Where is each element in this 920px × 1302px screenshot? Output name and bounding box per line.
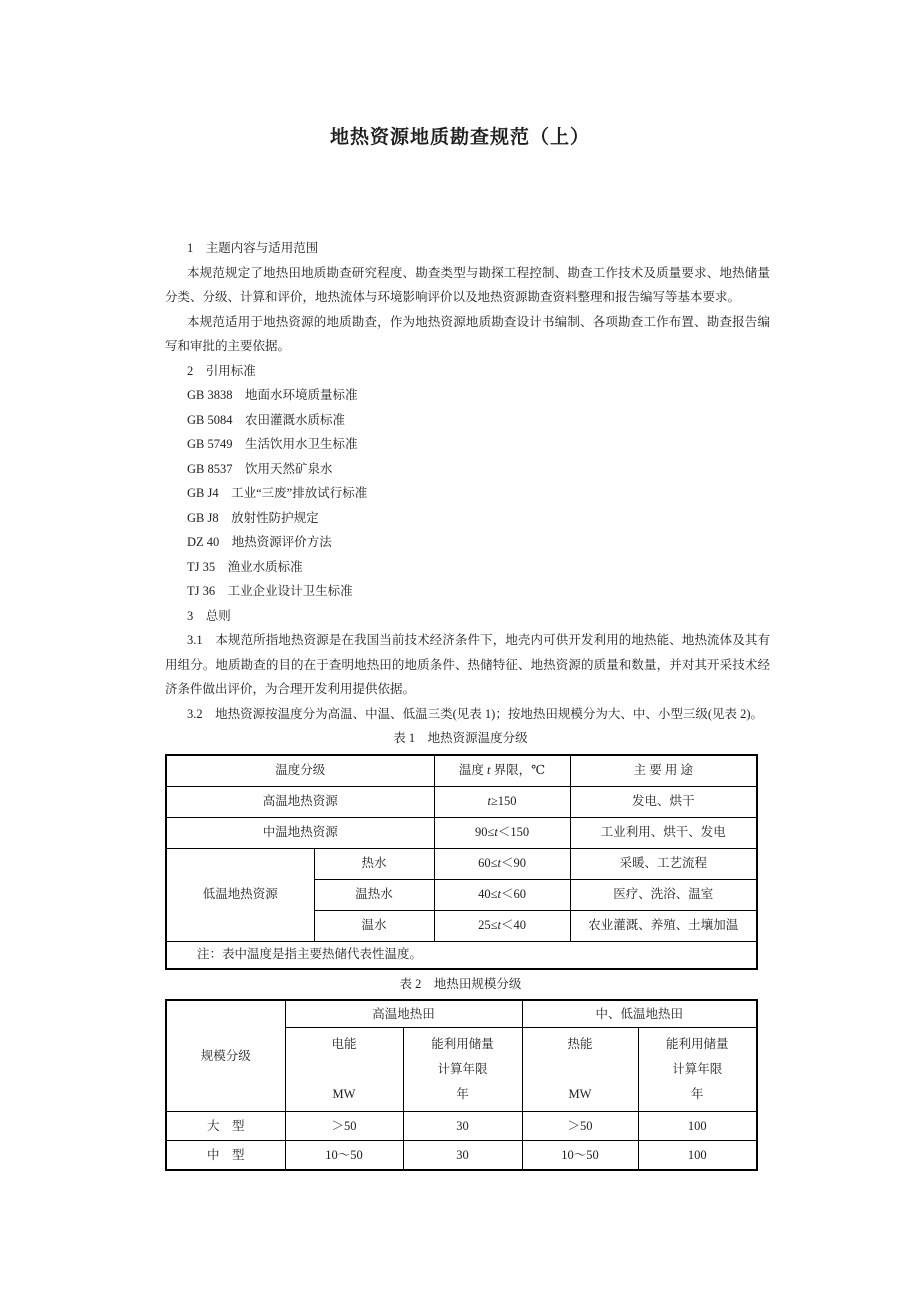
cell-low-use: 医疗、洗浴、温室 [570,879,757,910]
cell-high-use: 发电、烘干 [570,786,757,817]
t2-sub-power [285,1028,403,1112]
table1-caption: 表 1 地热资源温度分级 [393,731,528,745]
header-text: 界限，℃ [490,763,546,778]
cell-text: ＜60 [500,887,526,902]
variable-t: t [497,856,501,871]
sub-header-line: 能利用储量 [666,1037,729,1051]
cell-text: ≥150 [490,794,517,809]
cell-value: 100 [638,1141,757,1171]
page-title: 地热资源地质勘查规范（上） [329,127,590,148]
header-text: 温度 [458,763,488,778]
table-row [166,817,757,848]
cell-text: 40≤ [478,887,498,902]
section-heading-1: 1 主题内容与适用范围 [187,241,319,255]
cell-low-type: 温热水 [314,879,434,910]
variable-t: t [494,825,498,840]
sub-header-line: 电能 [331,1037,357,1051]
standard-item: TJ 36 工业企业设计卫生标准 [187,584,353,598]
t2-sub-reserve-midlow [638,1028,757,1112]
cell-text: 25≤ [478,918,498,933]
sub-header-line: 计算年限 [672,1062,723,1076]
t1-header-class: 温度分级 [166,755,434,787]
sub-header-line [286,1057,403,1082]
sub-header-unit: 年 [456,1087,469,1101]
sub-header-line: 计算年限 [437,1062,488,1076]
paragraph-3-2: 3.2 地热资源按温度分为高温、中温、低温三类(见表 1)；按地热田规模分为大、中、小型三级(见表 2)。 [187,706,764,721]
table-row [166,1000,757,1028]
cell-text: 90≤ [474,825,495,840]
cell-mid-label: 中温地热资源 [166,817,434,848]
sub-header-unit: 年 [691,1087,704,1101]
cell-value: ＞50 [522,1112,638,1141]
cell-text: ＜40 [500,918,526,933]
cell-low-type: 温水 [314,910,434,941]
table-row [166,941,757,969]
sub-header-line: 能利用储量 [431,1037,494,1051]
t2-corner: 规模分级 [166,1000,285,1112]
cell-value: 100 [638,1112,757,1141]
cell-text: 60≤ [478,856,498,871]
t2-group-high: 高温地热田 [285,1000,522,1028]
sub-header-unit: MW [568,1087,592,1101]
cell-low-label: 低温地热资源 [166,848,314,941]
table-row [166,1141,757,1171]
cell-mid-limit [434,817,570,848]
cell-text: ＜90 [500,856,526,871]
temperature-classification-table [165,754,758,970]
t2-sub-heat [522,1028,638,1112]
standard-item: GB J4 工业“三废”排放试行标准 [187,486,368,500]
standard-item: TJ 35 渔业水质标准 [187,559,303,574]
standard-item: DZ 40 地热资源评价方法 [187,535,332,549]
standard-item: GB 5749 生活饮用水卫生标准 [187,437,358,451]
paragraph-scope: 本规范规定了地热田地质勘查研究程度、勘查类型与勘探工程控制、勘查工作技术及质量要求、地热储量分类、分级、计算和评价，地热流体与环境影响评价以及地热资源勘查资料整理和报告编写等基本要求。 [165,265,770,304]
t2-group-midlow: 中、低温地热田 [522,1000,757,1028]
sub-header-line [523,1057,638,1082]
table-row [166,848,757,879]
cell-low-limit [434,848,570,879]
document-body [165,236,770,1173]
cell-scale-label: 中 型 [166,1141,285,1171]
cell-low-use: 采暖、工艺流程 [570,848,757,879]
cell-low-use: 农业灌溉、养殖、土壤加温 [570,910,757,941]
standard-item: GB 5084 农田灌溉水质标准 [187,412,345,427]
table-row [166,1112,757,1141]
variable-t: t [487,794,491,809]
t1-header-limit [434,755,570,787]
cell-low-limit [434,910,570,941]
variable-t: t [497,887,501,902]
table-row [166,786,757,817]
paragraph-3-1: 3.1 本规范所指地热资源是在我国当前技术经济条件下，地壳内可供开发利用的地热能、地热流体及其有用组分。地质勘查的目的在于查明地热田的地质条件、热储特征、地热资源的质量和数量，并对其开采技术经济条件做出评价，为合理开发利用提供依据。 [165,633,770,696]
section-heading-2: 2 引用标准 [187,363,256,378]
cell-value: 30 [403,1141,522,1171]
t1-header-use: 主 要 用 途 [570,755,757,787]
standard-item: GB J8 放射性防护规定 [187,510,319,525]
variable-t: t [497,918,501,933]
t2-sub-reserve-high [403,1028,522,1112]
variable-t: t [487,763,491,778]
cell-high-limit [434,786,570,817]
table1-note: 注：表中温度是指主要热储代表性温度。 [166,941,757,969]
section-heading-3: 3 总则 [187,608,231,623]
cell-low-limit [434,879,570,910]
cell-high-label: 高温地热资源 [166,786,434,817]
field-scale-table [165,999,758,1171]
table2-caption: 表 2 地热田规模分级 [399,976,522,991]
sub-header-line: 热能 [567,1037,593,1051]
paragraph-application: 本规范适用于地热资源的地质勘查，作为地热资源地质勘查设计书编制、各项勘查工作布置、勘查报告编写和审批的主要依据。 [165,314,770,353]
cell-low-type: 热水 [314,848,434,879]
sub-header-unit: MW [332,1087,356,1101]
cell-value: ＞50 [285,1112,403,1141]
standard-item: GB 8537 饮用天然矿泉水 [187,461,333,476]
standard-item: GB 3838 地面水环境质量标准 [187,388,358,402]
cell-mid-use: 工业利用、烘干、发电 [570,817,757,848]
cell-value: 10～50 [522,1141,638,1171]
cell-scale-label: 大 型 [166,1112,285,1141]
cell-text: ＜150 [497,825,530,840]
cell-value: 10～50 [285,1141,403,1171]
cell-value: 30 [403,1112,522,1141]
table-row [166,755,757,787]
